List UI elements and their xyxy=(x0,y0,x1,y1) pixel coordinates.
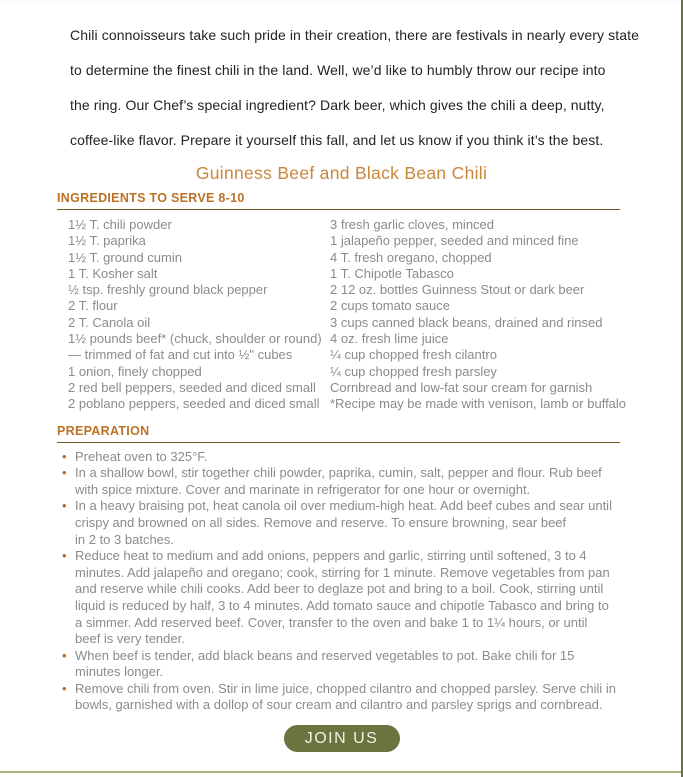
preparation-heading: PREPARATION xyxy=(57,423,150,438)
ingredient-item: 4 T. fresh oregano, chopped xyxy=(330,249,492,265)
ingredient-item: 1½ T. ground cumin xyxy=(68,249,182,265)
prep-step xyxy=(62,548,620,648)
prep-step-line: minutes longer. xyxy=(75,664,164,680)
prep-step-line: in 2 to 3 batches. xyxy=(75,531,175,547)
prep-step-line: • In a heavy braising pot, heat canola oil over medium-high heat. Add beef cubes and sear until xyxy=(75,498,612,514)
prep-step-line: • When beef is tender, add black beans and reserved vegetables to pot. Bake chili for 15 xyxy=(75,647,575,663)
prep-step-line: beef is very tender. xyxy=(75,631,185,647)
bottom-divider xyxy=(0,771,681,773)
ingredient-item: 2 12 oz. bottles Guinness Stout or dark beer xyxy=(330,282,585,298)
ingredient-item: 2 T. flour xyxy=(68,298,118,314)
ingredient-item: 1 T. Chipotle Tabasco xyxy=(330,265,454,281)
prep-step xyxy=(62,648,620,681)
ingredient-item: 1½ T. chili powder xyxy=(68,217,172,232)
prep-step-line: • Preheat oven to 325°F. xyxy=(75,448,208,464)
prep-step-line: minutes. Add jalapeño and oregano; cook, stirring for 1 minute. Remove vegetables from pan xyxy=(75,564,610,580)
ingredients-col-left xyxy=(68,217,330,413)
ingredient-item: ¼ cup chopped fresh cilantro xyxy=(330,347,497,363)
ingredients-col-right xyxy=(330,217,626,413)
join-us-button[interactable]: JOIN US xyxy=(284,725,400,752)
ingredient-item: 1½ T. paprika xyxy=(68,233,146,249)
prep-step-line: and reserve while chili cooks. Add beer to deglaze pot and bring to a boil. Cook, stirring until xyxy=(75,581,604,597)
prep-step xyxy=(62,449,620,466)
ingredient-item: 2 red bell peppers, seeded and diced small xyxy=(68,379,316,395)
prep-step-line: • In a shallow bowl, stir together chili powder, paprika, cumin, salt, pepper and flour. Rub beef xyxy=(75,465,602,481)
ingredients-heading: INGREDIENTS TO SERVE 8-10 xyxy=(57,191,245,205)
ingredient-item: 1 jalapeño pepper, seeded and minced fine xyxy=(330,233,579,249)
prep-step-line: crispy and browned on all sides. Remove and reserve. To ensure browning, sear beef xyxy=(75,514,567,530)
prep-step xyxy=(62,498,620,548)
ingredient-item: 1½ pounds beef* (chuck, shoulder or round) xyxy=(68,331,322,347)
ingredient-item: 1 T. Kosher salt xyxy=(68,265,158,281)
preparation-divider xyxy=(57,442,620,443)
ingredient-item: ½ tsp. freshly ground black pepper xyxy=(68,282,268,298)
prep-step xyxy=(62,681,620,714)
ingredients-columns xyxy=(57,210,627,413)
ingredient-item: 4 oz. fresh lime juice xyxy=(330,331,449,347)
top-divider xyxy=(0,0,683,4)
intro-line: coffee-like flavor. Prepare it yourself this fall, and let us know if you think it’s the best. xyxy=(70,132,604,148)
prep-step-line: • Reduce heat to medium and add onions, peppers and garlic, stirring until softened, 3 to 4 xyxy=(75,548,587,564)
ingredient-item: 1 onion, finely chopped xyxy=(68,363,202,379)
prep-step xyxy=(62,465,620,498)
intro-line: Chili connoisseurs take such pride in their creation, there are festivals in nearly every state xyxy=(70,27,639,43)
ingredient-item: *Recipe may be made with venison, lamb or buffalo xyxy=(330,396,627,412)
prep-step-line: • Remove chili from oven. Stir in lime juice, chopped cilantro and chopped parsley. Serve chili in xyxy=(75,680,616,696)
preparation-section xyxy=(57,424,620,715)
prep-step-line: with spice mixture. Cover and marinate in refrigerator for one hour or overnight. xyxy=(75,481,531,497)
prep-step-line: a simmer. Add reserved beef. Cover, transfer to the oven and bake 1 to 1¼ hours, or until xyxy=(75,614,588,630)
ingredient-item: 2 poblano peppers, seeded and diced small xyxy=(68,396,320,412)
ingredients-section xyxy=(57,191,627,413)
ingredient-item: ¼ cup chopped fresh parsley xyxy=(330,363,497,379)
prep-step-line: bowls, garnished with a dollop of sour cream and cilantro and parsley sprigs and cornbread. xyxy=(75,697,603,713)
prep-step-line: liquid is reduced by half, 3 to 4 minutes. Add tomato sauce and chipotle Tabasco and bring to xyxy=(75,597,609,613)
intro-line: the ring. Our Chef’s special ingredient? Dark beer, which gives the chili a deep, nutty, xyxy=(70,97,605,113)
recipe-title: Guinness Beef and Black Bean Chili xyxy=(195,163,488,183)
prep-steps-list xyxy=(57,449,620,715)
ingredient-item: 2 T. Canola oil xyxy=(68,314,151,330)
ingredient-item: Cornbread and low-fat sour cream for garnish xyxy=(330,379,593,395)
ingredient-item: — trimmed of fat and cut into ½" cubes xyxy=(68,347,293,363)
intro-paragraph xyxy=(0,0,683,158)
intro-line: to determine the finest chili in the land. Well, we’d like to humbly throw our recipe into xyxy=(70,62,606,78)
ingredient-item: 3 fresh garlic cloves, minced xyxy=(330,217,495,232)
ingredient-item: 2 cups tomato sauce xyxy=(330,298,450,314)
ingredient-item: 3 cups canned black beans, drained and rinsed xyxy=(330,314,603,330)
